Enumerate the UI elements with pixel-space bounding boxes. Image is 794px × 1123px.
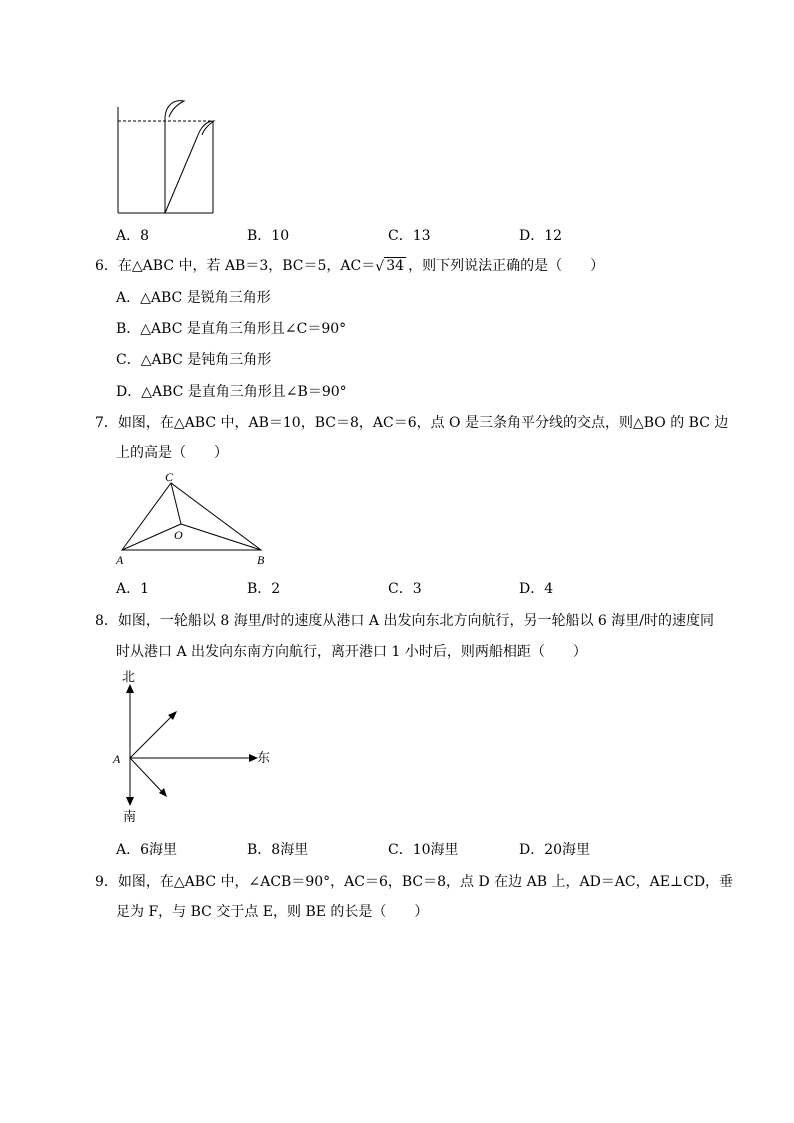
q7-figure (108, 468, 278, 573)
q6-stem (95, 256, 604, 276)
q7-label-c: C (165, 470, 174, 484)
q7-option-d: D．4 (519, 581, 554, 597)
q8-stem-line1: 8．如图，一轮船以 8 海里/时的速度从港口 A 出发向东北方向航行，另一轮船以 6 海里/时的速度同 (95, 613, 714, 629)
q8-label-north: 北 (122, 669, 136, 684)
q8-option-b: B．8海里 (247, 842, 309, 858)
q7-stem-line2: 上的高是（ ） (116, 445, 228, 461)
q5-option-d: D．12 (519, 228, 563, 244)
q7-label-a: A (116, 553, 124, 567)
q7-option-a: A．1 (116, 581, 150, 597)
q7-label-b: B (257, 553, 265, 567)
q9-stem-line2: 足为 F，与 BC 交于点 E，则 BE 的长是（ ） (116, 904, 429, 920)
q5-option-b: B．10 (247, 228, 290, 244)
q9-stem-line1: 9．如图，在△ABC 中，∠ACB＝90°，AC＝6，BC＝8，点 D 在边 AB 上，AD＝AC，AE⊥CD，垂 (95, 874, 734, 890)
q7-bisector-a (122, 524, 181, 550)
q8-label-south: 南 (123, 809, 137, 824)
q6-sqrt-value: 34 (386, 258, 405, 274)
q7-option-b: B．2 (247, 581, 281, 597)
q8-option-d: D．20海里 (519, 842, 591, 858)
q5-option-c: C．13 (388, 228, 431, 244)
q8-arrow-south (126, 797, 134, 806)
q5-figure (110, 95, 220, 220)
q8-figure (108, 668, 283, 830)
q5-stick-tip-left (165, 101, 184, 117)
q8-arrow-north (126, 684, 134, 693)
q6-option-c: C．△ABC 是钝角三角形 (116, 352, 272, 368)
q6-option-a: A．△ABC 是锐角三角形 (116, 290, 271, 306)
q6-sqrt: √ 34 (375, 258, 405, 275)
q7-triangle (122, 483, 261, 550)
q5-tilted-stick (165, 135, 198, 213)
q7-stem-line1: 7．如图，在△ABC 中，AB＝10，BC＝8，AC＝6，点 O 是三条角平分线的交点，则△BO 的 BC 边 (95, 415, 729, 431)
q8-label-a: A (113, 752, 121, 766)
q8-stem-line2: 时从港口 A 出发向东南方向航行，离开港口 1 小时后，则两船相距（ ） (116, 644, 587, 660)
q6-option-d: D．△ABC 是直角三角形且∠B＝90° (116, 384, 347, 400)
q8-option-a: A．6海里 (116, 842, 178, 858)
q6-stem-text: 6．在△ABC 中，若 AB＝3，BC＝5，AC＝ (95, 258, 376, 274)
q8-southeast-route (130, 758, 165, 795)
q7-bisector-b (181, 524, 261, 550)
q8-option-c: C．10海里 (388, 842, 459, 858)
q5-option-a: A．8 (116, 228, 150, 244)
q8-northeast-route (130, 712, 176, 758)
q5-stick-tip-right (198, 121, 214, 135)
q6-stem-tail: ，则下列说法正确的是（ ） (408, 258, 605, 274)
q7-label-o: O (174, 528, 183, 542)
q6-option-b: B．△ABC 是直角三角形且∠C＝90° (116, 321, 347, 337)
q8-label-east: 东 (257, 750, 271, 765)
q7-option-c: C．3 (388, 581, 422, 597)
